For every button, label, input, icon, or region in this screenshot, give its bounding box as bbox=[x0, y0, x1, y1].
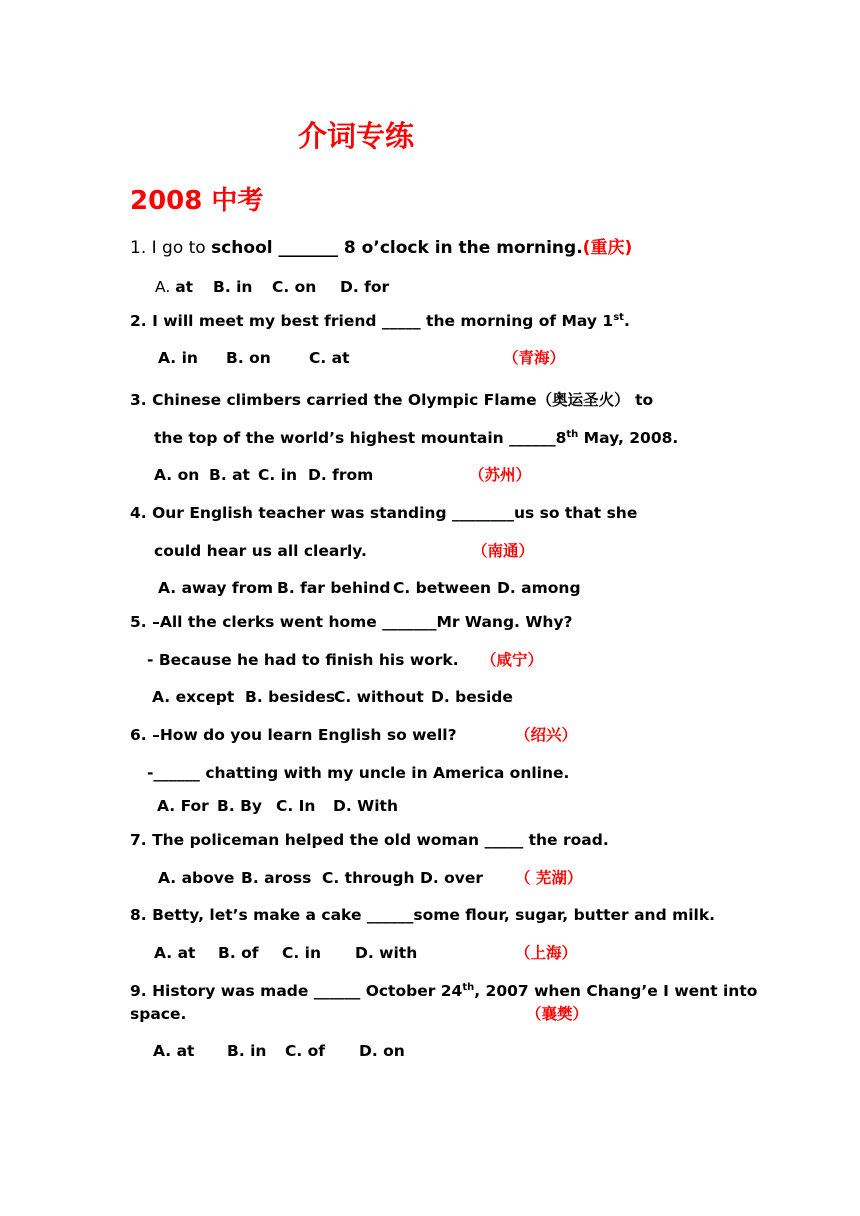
question-9-line-1: 9. History was made ______ October 24th, 2007 when Chang’e I went into bbox=[130, 981, 758, 1000]
question-5-line-1: 5. –All the clerks went home _______Mr Wang. Why? bbox=[130, 613, 573, 631]
page-title: 介词专练 bbox=[298, 119, 415, 153]
section-heading: 2008 中考 bbox=[130, 186, 264, 216]
question-1 bbox=[130, 238, 632, 258]
q7-option-b: B. aross bbox=[241, 869, 312, 887]
q7-option-c: C. through bbox=[322, 869, 415, 887]
question-6-line-2: -______ chatting with my uncle in America online. bbox=[147, 764, 570, 782]
q4-option-d: D. among bbox=[497, 579, 581, 597]
q8-option-b: B. of bbox=[218, 944, 259, 962]
question-6-line-1: 6. –How do you learn English so well? bbox=[130, 726, 457, 744]
q1-prefix: 1. I go to bbox=[130, 238, 212, 258]
q1-option-a: A. at bbox=[155, 278, 194, 296]
q5-source: （咸宁） bbox=[481, 651, 544, 669]
question-3-line-2: the top of the world’s highest mountain ______8th May, 2008. bbox=[154, 428, 679, 447]
question-7-line-1: 7. The policeman helped the old woman _____ the road. bbox=[130, 831, 609, 849]
question-4-line-1: 4. Our English teacher was standing ________us so that she bbox=[130, 504, 638, 522]
q3-option-c: C. in bbox=[258, 466, 298, 484]
q6-option-a: A. For bbox=[157, 797, 209, 815]
question-4-line-2: could hear us all clearly. bbox=[154, 542, 367, 560]
question-2: 2. I will meet my best friend _____ the morning of May 1st. bbox=[130, 311, 630, 330]
q5-option-a: A. except bbox=[152, 688, 235, 706]
q4-option-c: C. between bbox=[393, 579, 492, 597]
q8-option-c: C. in bbox=[282, 944, 322, 962]
q6-option-b: B. By bbox=[217, 797, 263, 815]
q4-option-a: A. away from bbox=[158, 579, 274, 597]
q3-source: （苏州） bbox=[469, 466, 532, 484]
q9-option-b: B. in bbox=[227, 1042, 267, 1060]
q3-option-a: A. on bbox=[154, 466, 200, 484]
q4-option-b: B. far behind bbox=[277, 579, 391, 597]
q2-option-b: B. on bbox=[226, 349, 271, 367]
q2-option-a: A. in bbox=[158, 349, 198, 367]
q1-option-b: B. in bbox=[213, 278, 253, 296]
question-3-line-1: 3. Chinese climbers carried the Olympic Flame（奥运圣火） to bbox=[130, 391, 654, 409]
q4-source: （南通） bbox=[472, 542, 535, 560]
q1-source: (重庆) bbox=[582, 238, 633, 258]
q1-option-c: C. on bbox=[272, 278, 317, 296]
q7-option-a: A. above bbox=[158, 869, 235, 887]
q2-source: （青海） bbox=[503, 349, 566, 367]
q7-source: （ 芜湖） bbox=[515, 869, 583, 887]
q6-source: （绍兴） bbox=[515, 726, 578, 744]
q8-option-a: A. at bbox=[154, 944, 196, 962]
q9-source: （襄樊） bbox=[526, 1005, 589, 1023]
q2-option-c: C. at bbox=[309, 349, 350, 367]
q9-option-d: D. on bbox=[359, 1042, 405, 1060]
q8-option-d: D. with bbox=[355, 944, 418, 962]
question-8-line-1: 8. Betty, let’s make a cake ______some flour, sugar, butter and milk. bbox=[130, 906, 716, 924]
q3-option-d: D. from bbox=[308, 466, 374, 484]
q8-source: （上海） bbox=[515, 944, 578, 962]
q3-option-b: B. at bbox=[209, 466, 250, 484]
question-9-line-2: space. bbox=[130, 1005, 187, 1023]
q5-option-b: B. besides bbox=[245, 688, 336, 706]
q6-option-c: C. In bbox=[276, 797, 316, 815]
q7-option-d: D. over bbox=[420, 869, 484, 887]
q5-option-c: C. without bbox=[334, 688, 424, 706]
q6-option-d: D. With bbox=[333, 797, 399, 815]
q9-option-a: A. at bbox=[153, 1042, 195, 1060]
q5-option-d: D. beside bbox=[431, 688, 513, 706]
q1-option-d: D. for bbox=[340, 278, 390, 296]
q9-option-c: C. of bbox=[285, 1042, 326, 1060]
question-5-line-2: - Because he had to finish his work. bbox=[147, 651, 459, 669]
q1-text: school _______ 8 o’clock in the morning. bbox=[211, 238, 583, 258]
